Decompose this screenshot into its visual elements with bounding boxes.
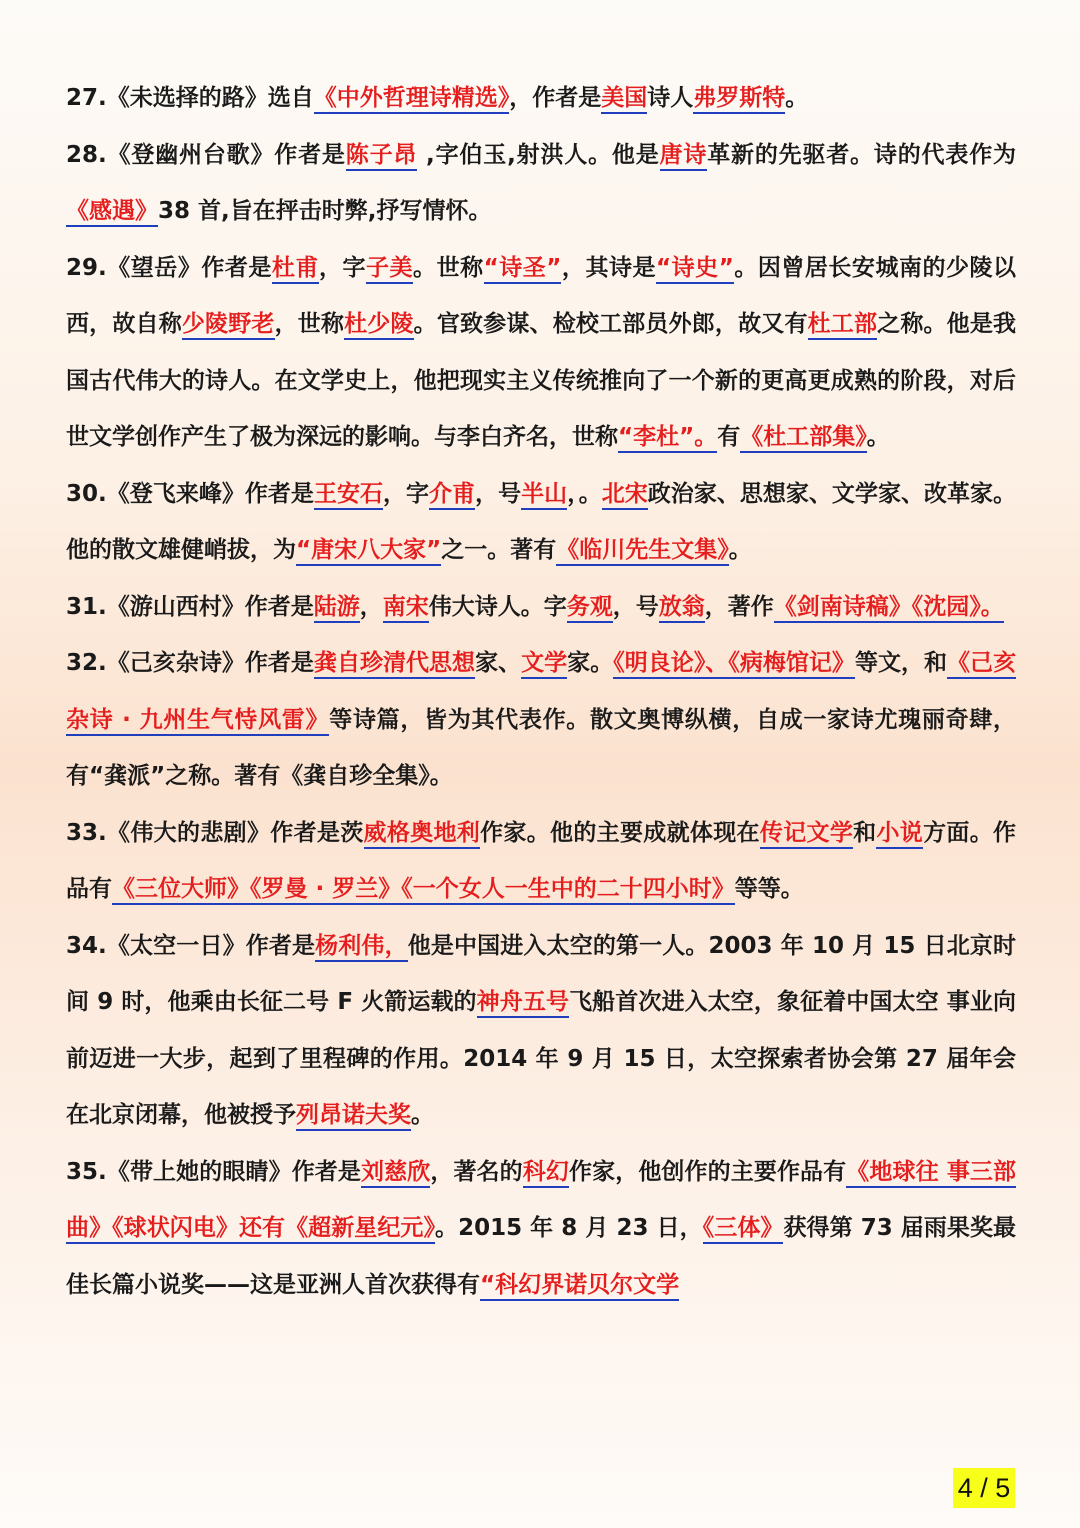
paragraph-text: ，字 bbox=[383, 480, 430, 507]
question-paragraph bbox=[66, 635, 1016, 805]
answer-keyword: 龚自珍清代思想 bbox=[314, 650, 475, 679]
paragraph-text: 。 bbox=[785, 85, 809, 111]
answer-keyword: “诗圣” bbox=[484, 255, 562, 284]
answer-keyword: 少陵野老 bbox=[182, 311, 275, 340]
answer-keyword: 半山 bbox=[521, 481, 567, 510]
answer-keyword: 《明良论》、《病梅馆记》 bbox=[613, 650, 855, 679]
paragraph-text: 等等。 bbox=[734, 876, 804, 902]
paragraph-text: 28.《登幽州台歌》作者是 bbox=[66, 141, 346, 168]
paragraph-text: 。 bbox=[728, 537, 752, 563]
answer-keyword: 《杜工部集》 bbox=[740, 424, 867, 453]
paragraph-text: 有 bbox=[717, 424, 741, 450]
answer-keyword: 放翁 bbox=[659, 594, 705, 623]
answer-keyword: 弗罗斯特 bbox=[693, 85, 785, 114]
answer-keyword: “诗史” bbox=[656, 255, 734, 284]
paragraph-text: 之称。他是我国古代伟大的诗人。在文学史上，他把现实主义传统推向了一个新的更高更成熟的阶段，对后世文学创作产生了极为深远的影响。与李白齐名，世称 bbox=[66, 311, 1017, 450]
answer-keyword: 科幻 bbox=[523, 1159, 569, 1188]
paragraph-text: 方面。作品有 bbox=[66, 819, 1017, 902]
paragraph-text: 伟大诗人。字 bbox=[428, 593, 567, 620]
answer-keyword: 列昂诺夫奖 bbox=[296, 1102, 411, 1131]
answer-keyword: 王安石 bbox=[314, 481, 383, 510]
answer-keyword: “李杜”。 bbox=[618, 424, 717, 453]
paragraph-text: 35.《带上她的眼睛》作者是 bbox=[66, 1158, 362, 1185]
answer-keyword: 杜工部 bbox=[808, 311, 878, 340]
paragraph-text: 。2015 年 8 月 23 日， bbox=[435, 1215, 703, 1241]
question-paragraph bbox=[66, 127, 1016, 240]
paragraph-text: 30.《登飞来峰》作者是 bbox=[66, 480, 314, 507]
answer-keyword: 介甫 bbox=[429, 481, 475, 510]
question-paragraph bbox=[66, 918, 1016, 1144]
question-paragraph bbox=[66, 240, 1016, 466]
answer-keyword: 杜少陵 bbox=[344, 311, 414, 340]
answer-keyword: 唐诗 bbox=[660, 142, 708, 171]
answer-keyword: 务观 bbox=[567, 594, 613, 623]
question-paragraph bbox=[66, 70, 1016, 127]
question-paragraph bbox=[66, 579, 1016, 636]
answer-keyword: 传记文学 bbox=[760, 820, 853, 849]
paragraph-text: ，世称 bbox=[274, 311, 345, 337]
paragraph-text: 。官致参谋、检校工部员外郎，故又有 bbox=[413, 311, 808, 337]
paragraph-text: 34.《太空一日》作者是 bbox=[66, 932, 316, 959]
paragraph-text: 。 bbox=[866, 424, 890, 450]
paragraph-text: 诗人 bbox=[647, 85, 694, 111]
answer-keyword: 《临川先生文集》 bbox=[556, 537, 729, 566]
paragraph-text: 飞船首次进入太空，象征着中国太空 事业向前迈进一大步，起到了里程碑的作用。2014 年 9 月 15 日，太空探索者协会第 27 届年会在北京闭幕，他被授予 bbox=[66, 989, 1017, 1128]
paragraph-text: ，号 bbox=[475, 480, 522, 507]
paragraph-text: 38 首,旨在抨击时弊,抒写情怀。 bbox=[158, 198, 492, 224]
paragraph-text: ，其诗是 bbox=[561, 254, 657, 281]
paragraph-text: 31.《游山西村》作者是 bbox=[66, 593, 314, 620]
paragraph-text: 和 bbox=[853, 819, 877, 846]
paragraph-text: 获得第 73 届雨果奖最佳长篇小说奖——这是亚洲人首次获得有 bbox=[66, 1215, 1017, 1298]
paragraph-text: 。因曾居长安城南的少陵以西，故自称 bbox=[66, 254, 1017, 337]
answer-keyword: 文学 bbox=[521, 650, 567, 679]
paragraph-text: 家。 bbox=[567, 650, 614, 676]
answer-keyword: “科幻界诺贝尔文学 bbox=[480, 1272, 679, 1301]
paragraph-text: 他是中国进入太空的第一人。2003 年 10 月 15 日北京时间 9 时，他乘由长征二号 F 火箭运载的 bbox=[66, 932, 1016, 1015]
answer-keyword: 南宋 bbox=[383, 594, 429, 623]
answer-keyword: 神舟五号 bbox=[477, 989, 569, 1018]
paragraph-text: 等诗篇，皆为其代表作。散文奥博纵横，自成一家诗尤瑰丽奇肆，有“龚派”之称。著有《龚自珍全集》。 bbox=[66, 706, 1016, 789]
paragraph-text: 32.《己亥杂诗》作者是 bbox=[66, 650, 314, 676]
answer-keyword: 威格奥地利 bbox=[364, 820, 481, 849]
answer-keyword: 《三体》 bbox=[703, 1215, 784, 1244]
answer-keyword: 陈子昂 bbox=[346, 142, 417, 171]
paragraph-text: 革新的先驱者。诗的代表作为 bbox=[707, 141, 1017, 168]
paragraph-text: ，。 bbox=[567, 480, 602, 507]
answer-keyword: 小说 bbox=[876, 820, 923, 849]
paragraph-text: 27.《未选择的路》选自 bbox=[66, 85, 314, 111]
answer-keyword: 杨利伟， bbox=[315, 933, 408, 962]
answer-keyword: “唐宋八大家” bbox=[296, 537, 441, 566]
answer-keyword: 《中外哲理诗精选》 bbox=[314, 85, 510, 114]
paragraph-text: 作家，他创作的主要作品有 bbox=[569, 1158, 847, 1185]
question-paragraph bbox=[66, 805, 1016, 918]
document-body bbox=[66, 70, 1016, 1313]
answer-keyword: 北宋 bbox=[602, 481, 648, 510]
page-indicator: 4 / 5 bbox=[953, 1468, 1015, 1508]
paragraph-text: ，著名的 bbox=[430, 1158, 523, 1185]
answer-keyword: 《己亥杂诗 · 九州生气恃风雷》 bbox=[66, 650, 1016, 736]
paragraph-text: 33.《伟大的悲剧》作者是茨 bbox=[66, 819, 364, 846]
answer-keyword: 刘慈欣 bbox=[361, 1159, 430, 1188]
paragraph-text: 。 bbox=[411, 1102, 434, 1128]
answer-keyword: 《三位大师》《罗曼 · 罗兰》《一个女人一生中的二十四小时》 bbox=[112, 876, 735, 905]
question-paragraph bbox=[66, 466, 1016, 579]
paragraph-text: 等文，和 bbox=[854, 650, 948, 676]
answer-keyword: 《剑南诗稿》《沈园》。 bbox=[774, 594, 1004, 623]
answer-keyword: 陆游 bbox=[314, 594, 360, 623]
paragraph-text: ，字 bbox=[318, 254, 366, 281]
answer-keyword: 《地球往 事三部曲》《球状闪电》还有《超新星纪元》 bbox=[66, 1159, 1016, 1245]
paragraph-text: 。世称 bbox=[413, 254, 484, 281]
paragraph-text: 作家。他的主要成就体现在 bbox=[480, 819, 760, 846]
paragraph-text: 家、 bbox=[475, 650, 522, 676]
paragraph-text: ，作者是 bbox=[509, 85, 602, 111]
paragraph-text: ,字伯玉,射洪人。他是 bbox=[417, 141, 660, 168]
answer-keyword: 美国 bbox=[601, 85, 647, 114]
paragraph-text: ，号 bbox=[612, 593, 659, 620]
answer-keyword: 《感遇》 bbox=[66, 198, 158, 227]
paragraph-text: 29.《望岳》作者是 bbox=[66, 254, 272, 281]
paragraph-text: 之一。著有 bbox=[441, 537, 557, 563]
answer-keyword: 子美 bbox=[366, 255, 413, 284]
question-paragraph bbox=[66, 1144, 1016, 1314]
paragraph-text: ， bbox=[359, 593, 383, 620]
paragraph-text: ，著作 bbox=[704, 593, 774, 620]
answer-keyword: 杜甫 bbox=[272, 255, 319, 284]
paragraph-text: 政治家、思想家、文学家、改革家。他的散文雄健峭拔，为 bbox=[66, 480, 1017, 563]
